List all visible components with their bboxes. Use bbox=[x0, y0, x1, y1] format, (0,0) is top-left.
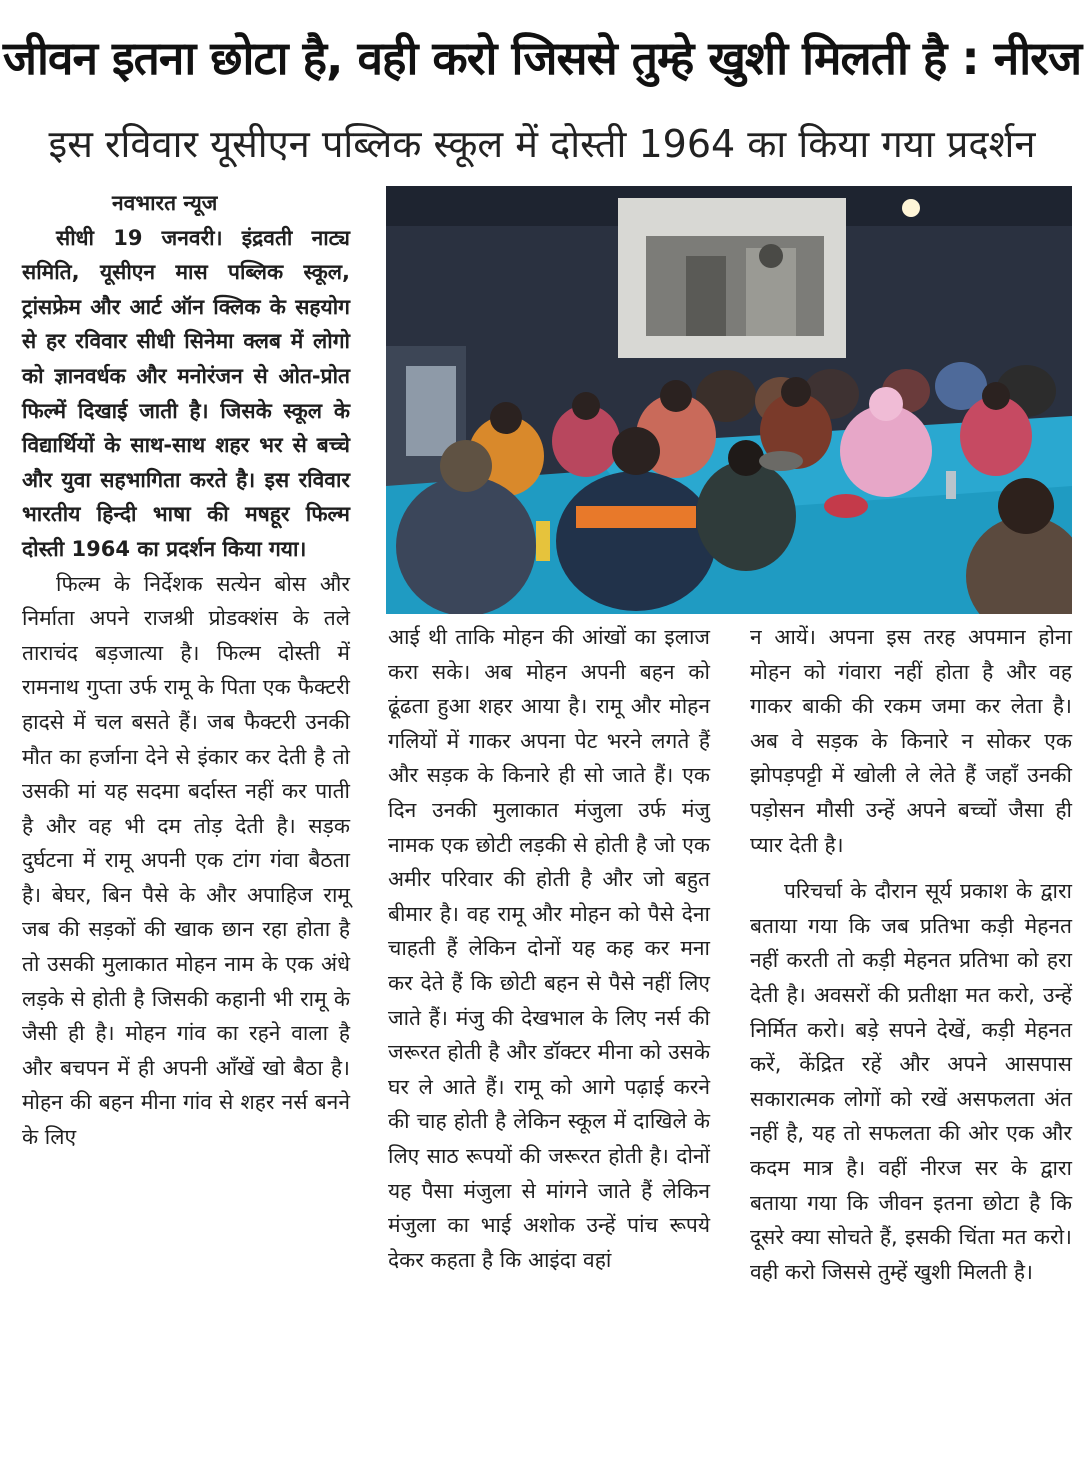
body-paragraph-1: फिल्म के निर्देशक सत्येन बोस और निर्माता अपने राजश्री प्रोडक्शंस के तले ताराचंद बड़जात्या है। फिल्म दोस्ती में रामनाथ गुप्ता उर्फ रामू के पिता एक फैक्टरी हादसे में चल बसते हैं। जब फैक्टरी उनकी मौत का हर्जाना देने से इंकार कर देती है तो उसकी मां यह सदमा बर्दास्त नहीं कर पाती है और वह भी दम तोड़ देती है। सड़क दुर्घटना में रामू अपनी एक टांग गंवा बैठता है। बेघर, बिन पैसे के और अपाहिज रामू जब की सड़कों की खाक छान रहा होता है तो उसकी मुलाकात मोहन नाम के एक अंधे लड़के से होती है जिसकी कहानी भी रामू के जैसी ही है। मोहन गांव का रहने वाला है और बचपन में ही अपनी आँखें खो बैठा है। मोहन की बहन मीना गांव से शहर नर्स बनने के लिए bbox=[22, 571, 350, 1150]
screening-photo bbox=[386, 186, 1072, 614]
subheadline: इस रविवार यूसीएन पब्लिक स्कूल में दोस्ती 1964 का किया गया प्रदर्शन bbox=[48, 122, 1036, 166]
headline: जीवन इतना छोटा है, वही करो जिससे तुम्हे खुशी मिलती है : नीरज bbox=[2, 31, 1082, 85]
byline: नवभारत न्यूज bbox=[112, 191, 218, 215]
column-2 bbox=[388, 620, 710, 1277]
audience-watching-film-image bbox=[386, 186, 1072, 614]
lead-paragraph: सीधी 19 जनवरी। इंद्रवती नाट्य समिति, यूसीएन मास पब्लिक स्कूल, ट्रांसफ्रेम और आर्ट ऑन क्लिक के सहयोग से हर रविवार सीधी सिनेमा क्लब में लोगो को ज्ञानवर्धक और मनोरंजन से ओत-प्रोत फिल्में दिखाई जाती है। जिसके स्कूल के विद्यार्थियों के साथ-साथ शहर भर से बच्चे और युवा सहभागिता करते है। इस रविवार भारतीय हिन्दी भाषा की मषहूर फिल्म दोस्ती 1964 का प्रदर्शन किया गया। bbox=[22, 225, 350, 561]
body-paragraph-2: आई थी ताकि मोहन की आंखों का इलाज करा सके। अब मोहन अपनी बहन को ढूंढता हुआ शहर आया है। रामू और मोहन गलियों में गाकर अपना पेट भरने लगते हैं और सड़क के किनारे ही सो जाते हैं। एक दिन उनकी मुलाकात मंजुला उर्फ मंजु नामक एक छोटी लड़की से होती है जो एक अमीर परिवार की होती है और जो बहुत बीमार है। वह रामू और मोहन को पैसे देना चाहती हैं लेकिन दोनों यह कह कर मना कर देते हैं कि छोटी बहन से पैसे नहीं लिए जाते हैं। मंजु की देखभाल के लिए नर्स की जरूरत होती है और डॉक्टर मीना को उसके घर ले आते हैं। रामू को आगे पढ़ाई करने की चाह होती है लेकिन स्कूल में दाखिले के लिए साठ रूपयों की जरूरत होती है। दोनों यह पैसा मंजुला से मांगने जाते हैं लेकिन मंजुला का भाई अशोक उन्हें पांच रूपये देकर कहता है कि आइंदा वहां bbox=[388, 625, 710, 1272]
body-paragraph-4: परिचर्चा के दौरान सूर्य प्रकाश के द्वारा बताया गया कि जब प्रतिभा कड़ी मेहनत नहीं करती तो कड़ी मेहनत प्रतिभा को हरा देती है। अवसरों की प्रतीक्षा मत करो, उन्हें निर्मित करो। बड़े सपने देखें, कड़ी मेहनत करें, केंद्रित रहें और अपने आसपास सकारात्मक लोगों को रखें असफलता अंत नहीं है, यह तो सफलता की ओर एक और कदम मात्र है। वहीं नीरज सर के द्वारा बताया गया कि जीवन इतना छोटा है कि दूसरे क्या सोचते हैं, इसकी चिंता मत करो। वही करो जिससे तुम्हें खुशी मिलती है। bbox=[750, 879, 1072, 1284]
column-1 bbox=[22, 186, 350, 1155]
column-3 bbox=[750, 620, 1072, 1289]
body-paragraph-3: न आयें। अपना इस तरह अपमान होना मोहन को गंवारा नहीं होता है और वह गाकर बाकी की रकम जमा कर लेता है। अब वे सड़क के किनारे न सोकर एक झोपड़पट्टी में खोली ले लेते हैं जहाँ उनकी पड़ोसन मौसी उन्हें अपने बच्चों जैसा ही प्यार देती है। bbox=[750, 625, 1072, 857]
